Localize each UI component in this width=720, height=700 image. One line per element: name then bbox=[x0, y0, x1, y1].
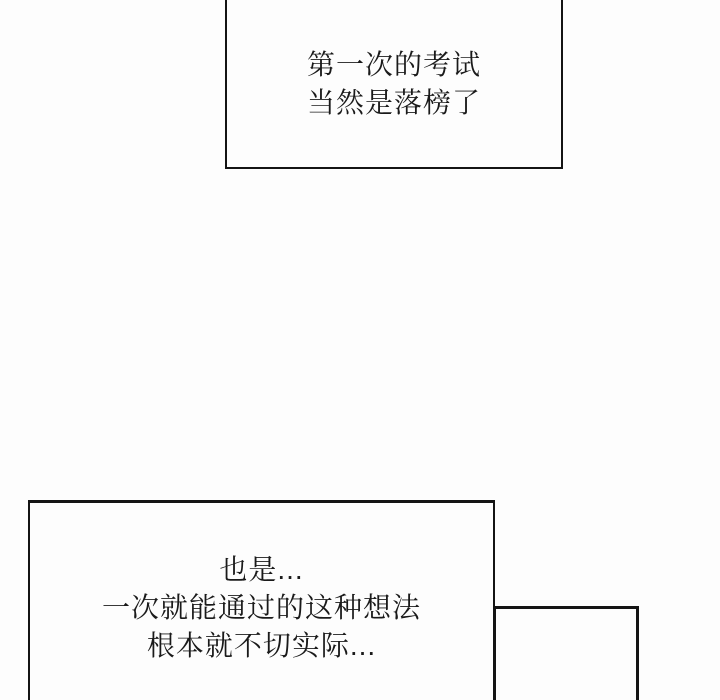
dialogue-line: 当然是落榜了 bbox=[306, 87, 481, 118]
dialogue-text-top bbox=[225, 46, 563, 122]
comic-panel-bottom-right bbox=[494, 606, 639, 700]
dialogue-line: 一次就能通过的这种想法 bbox=[101, 592, 421, 623]
dialogue-line: 根本就不切实际... bbox=[146, 630, 377, 661]
dialogue-text-bottom bbox=[28, 551, 495, 665]
dialogue-line: 也是... bbox=[219, 554, 304, 585]
dialogue-line: 第一次的考试 bbox=[306, 49, 481, 80]
